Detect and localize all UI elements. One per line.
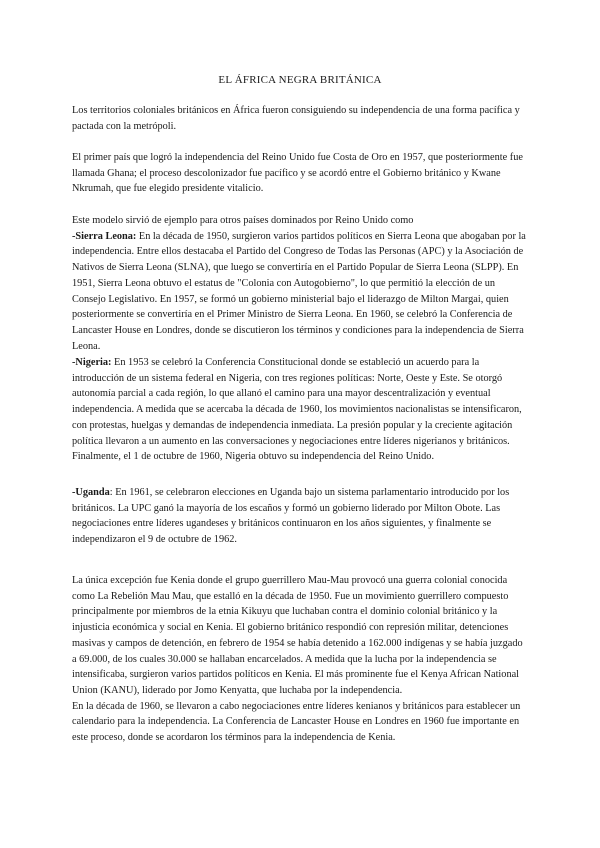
kenia-text-2: En la década de 1960, se llevaron a cabo negociaciones entre líderes kenianos y británicos para establecer un calendario para la independencia. La Conferencia de Lancaster House en Londres en 1960 fue importante en este proceso, donde se acordaron los términos para la independencia de Kenia.: [72, 700, 521, 744]
nigeria-paragraph: [72, 355, 528, 465]
uganda-paragraph: [72, 485, 528, 548]
intro-text: Los territorios coloniales británicos en África fueron consiguiendo su independencia de una forma pacífica y pactada con la metrópoli.: [72, 105, 520, 132]
sierra-leona-label: -Sierra Leona:: [72, 230, 137, 242]
kenia-text-1: La única excepción fue Kenia donde el grupo guerrillero Mau-Mau provocó una guerra colonial conocida como La Rebelión Mau Mau, que estalló en la década de 1950. Fue un movimiento guerrillero compuesto principalmente por miembros de la etnia Kikuyu que luchaban contra el dominio colonial británico y la injusticia económica y social en Kenia. El gobierno británico respondió con represión militar, detenciones masivas y campos de detención, en febrero de 1954 se había detenido a 162.000 indígenas y se había juzgado a 69.000, de los cuales 30.000 se hallaban encarcelados. A medida que la lucha por la independencia se intensificaba, surgieron varios partidos políticos en Kenia. El más prominente fue el Kenya African National Union (KANU), liderado por Jomo Kenyatta, que luchaba por la independencia.: [72, 575, 523, 696]
ghana-text: El primer país que logró la independencia del Reino Unido fue Costa de Oro en 1957, que posteriormente fue llamada Ghana; el proceso descolonizador fue pacífico y se acordó entre el Gobierno británico y Kwane Nkrumah, que fue elegido presidente vitalicio.: [72, 152, 523, 195]
uganda-label: -Uganda: [72, 487, 110, 498]
ghana-paragraph: [72, 150, 528, 197]
nigeria-text: [72, 355, 528, 465]
model-intro-text: Este modelo sirvió de ejemplo para otros países dominados por Reino Unido como: [72, 215, 414, 226]
uganda-body: : En 1961, se celebraron elecciones en Uganda bajo un sistema parlamentario introducido por los británicos. La UPC ganó la mayoría de los escaños y formó un gobierno liderado por Milton Obote. Las negociaciones entre líderes ugandeses y británicos continuaron en los años siguientes, y finalmente se independizaron el 9 de octubre de 1962.: [72, 487, 510, 546]
nigeria-label: -Nigeria:: [72, 357, 112, 368]
sierra-leona-text: [72, 229, 528, 355]
sierra-leona-body: En la década de 1950, surgieron varios partidos políticos en Sierra Leona que abogaban por la independencia. Entre ellos destacaba el Partido del Congreso de Todas las Personas (APC) y la Asociación de Nativos de Sierra Leona (SLNA), que luego se convertiría en el Partido Popular de Sierra Leona (SLPP). En 1951, Sierra Leona obtuvo el estatus de "Colonia con Autogobierno", lo que permitió la elección de un Consejo Legislativo. En 1957, se formó un gobierno ministerial bajo el liderazgo de Milton Margai, quien posteriormente se convertiría en el Primer Ministro de Sierra Leona. En 1960, se celebró la Conferencia de Lancaster House en Londres, donde se discutieron los términos y condiciones para la independencia de Sierra Leona.: [72, 230, 526, 352]
nigeria-body: En 1953 se celebró la Conferencia Constitucional donde se estableció un acuerdo para la introducción de un sistema federal en Nigeria, con tres regiones políticas: Norte, Oeste y Este. Se otorgó autonomía parcial a cada región, lo que allanó el camino para una mayor descentralización y eventual independencia. A medida que se acercaba la década de 1960, los movimientos nacionalistas se intensificaron, con protestas, huelgas y demandas de independencia inmediata. La presión popular y la creciente agitación política llevaron a un aumento en las conversaciones y negociaciones entre líderes nigerianos y británicos. Finalmente, el 1 de octubre de 1960, Nigeria obtuvo su independencia del Reino Unido.: [72, 357, 522, 463]
uganda-text: [72, 485, 528, 548]
page-title: EL ÁFRICA NEGRA BRITÁNICA: [218, 74, 382, 86]
sierra-leona-paragraph: [72, 213, 528, 354]
intro-paragraph: [72, 103, 528, 134]
kenia-paragraph: [72, 573, 528, 746]
